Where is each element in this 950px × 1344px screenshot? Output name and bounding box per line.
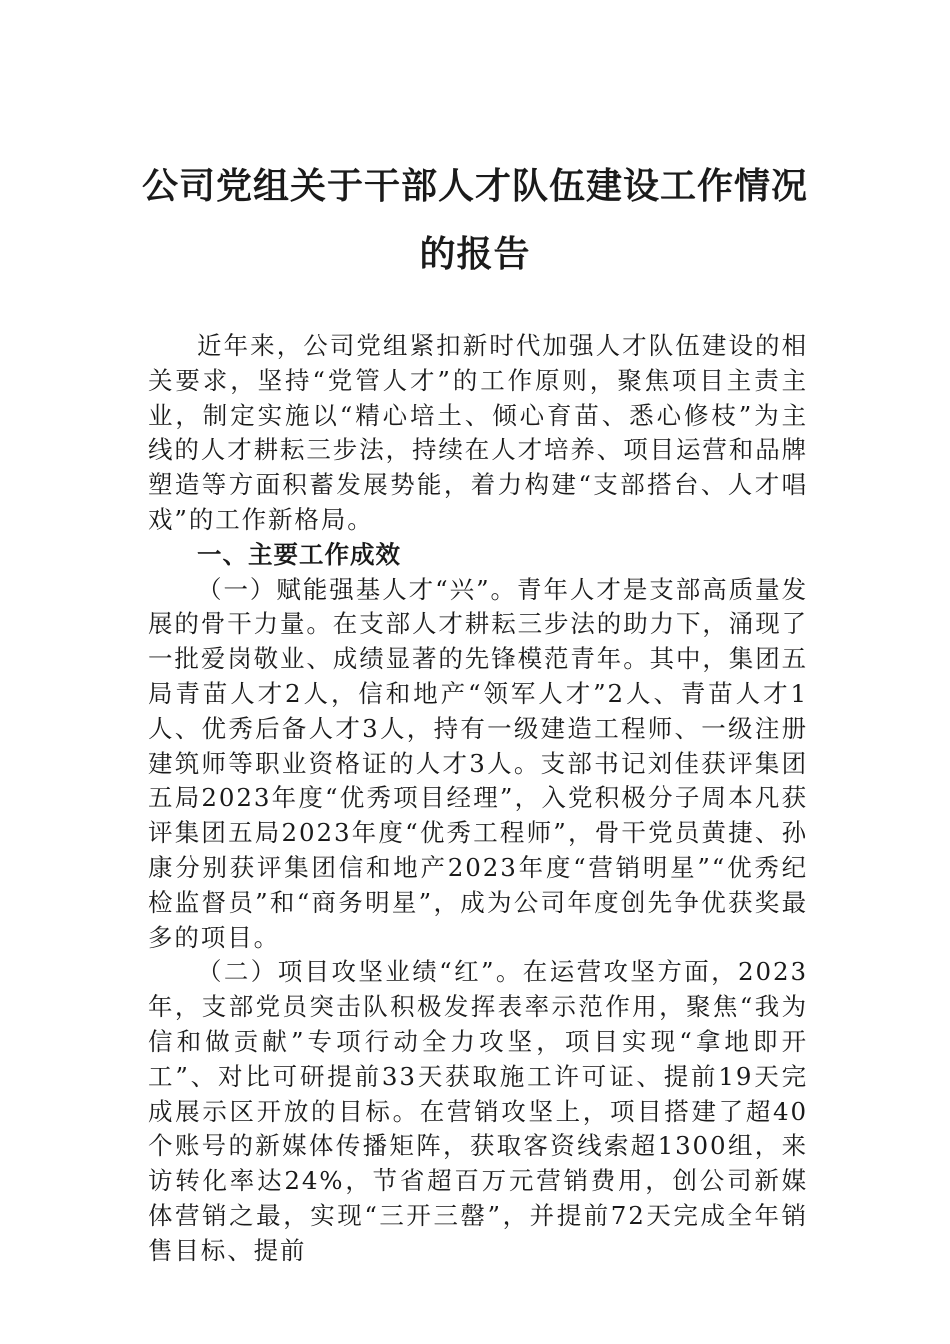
body-paragraph-project: （二）项目攻坚业绩“红”。在运营攻坚方面，2023年，支部党员突击队积极发挥表率示范作用，聚焦“我为信和做贡献”专项行动全力攻坚，项目实现“拿地即开工”、对比可研提前33天获取施工许可证、提前19天完成展示区开放的目标。在营销攻坚上，项目搭建了超40个账号的新媒体传播矩阵，获取客资线索超1300组，来访转化率达24%，节省超百万元营销费用，创公司新媒体营销之最，实现“三开三罄”，并提前72天完成全年销售目标、提前: [148, 957, 808, 1265]
body-paragraph-talent: （一）赋能强基人才“兴”。青年人才是支部高质量发展的骨干力量。在支部人才耕耘三步法的助力下，涌现了一批爱岗敬业、成绩显著的先锋模范青年。其中，集团五局青苗人才2人，信和地产“领军人才”2人、青苗人才1人、优秀后备人才3人，持有一级建造工程师、一级注册建筑师等职业资格证的人才3人。支部书记刘佳获评集团五局2023年度“优秀项目经理”，入党积极分子周本凡获评集团五局2023年度“优秀工程师”，骨干党员黄捷、孙康分别获评集团信和地产2023年度“营销明星”“优秀纪检监督员”和“商务明星”，成为公司年度创先争优获奖最多的项目。: [148, 574, 808, 952]
section-heading: 一、主要工作成效: [197, 539, 401, 569]
document-body: [148, 329, 808, 1269]
intro-paragraph: 近年来，公司党组紧扣新时代加强人才队伍建设的相关要求，坚持“党管人才”的工作原则，聚焦项目主责主业，制定实施以“精心培土、倾心育苗、悉心修枝”为主线的人才耕耘三步法，持续在人才培养、项目运营和品牌塑造等方面积蓄发展势能，着力构建“支部搭台、人才唱戏”的工作新格局。: [148, 331, 808, 534]
document-title-line-2: 的报告: [419, 233, 531, 275]
document-title-line-1: 公司党组关于干部人才队伍建设工作情况: [141, 165, 808, 207]
